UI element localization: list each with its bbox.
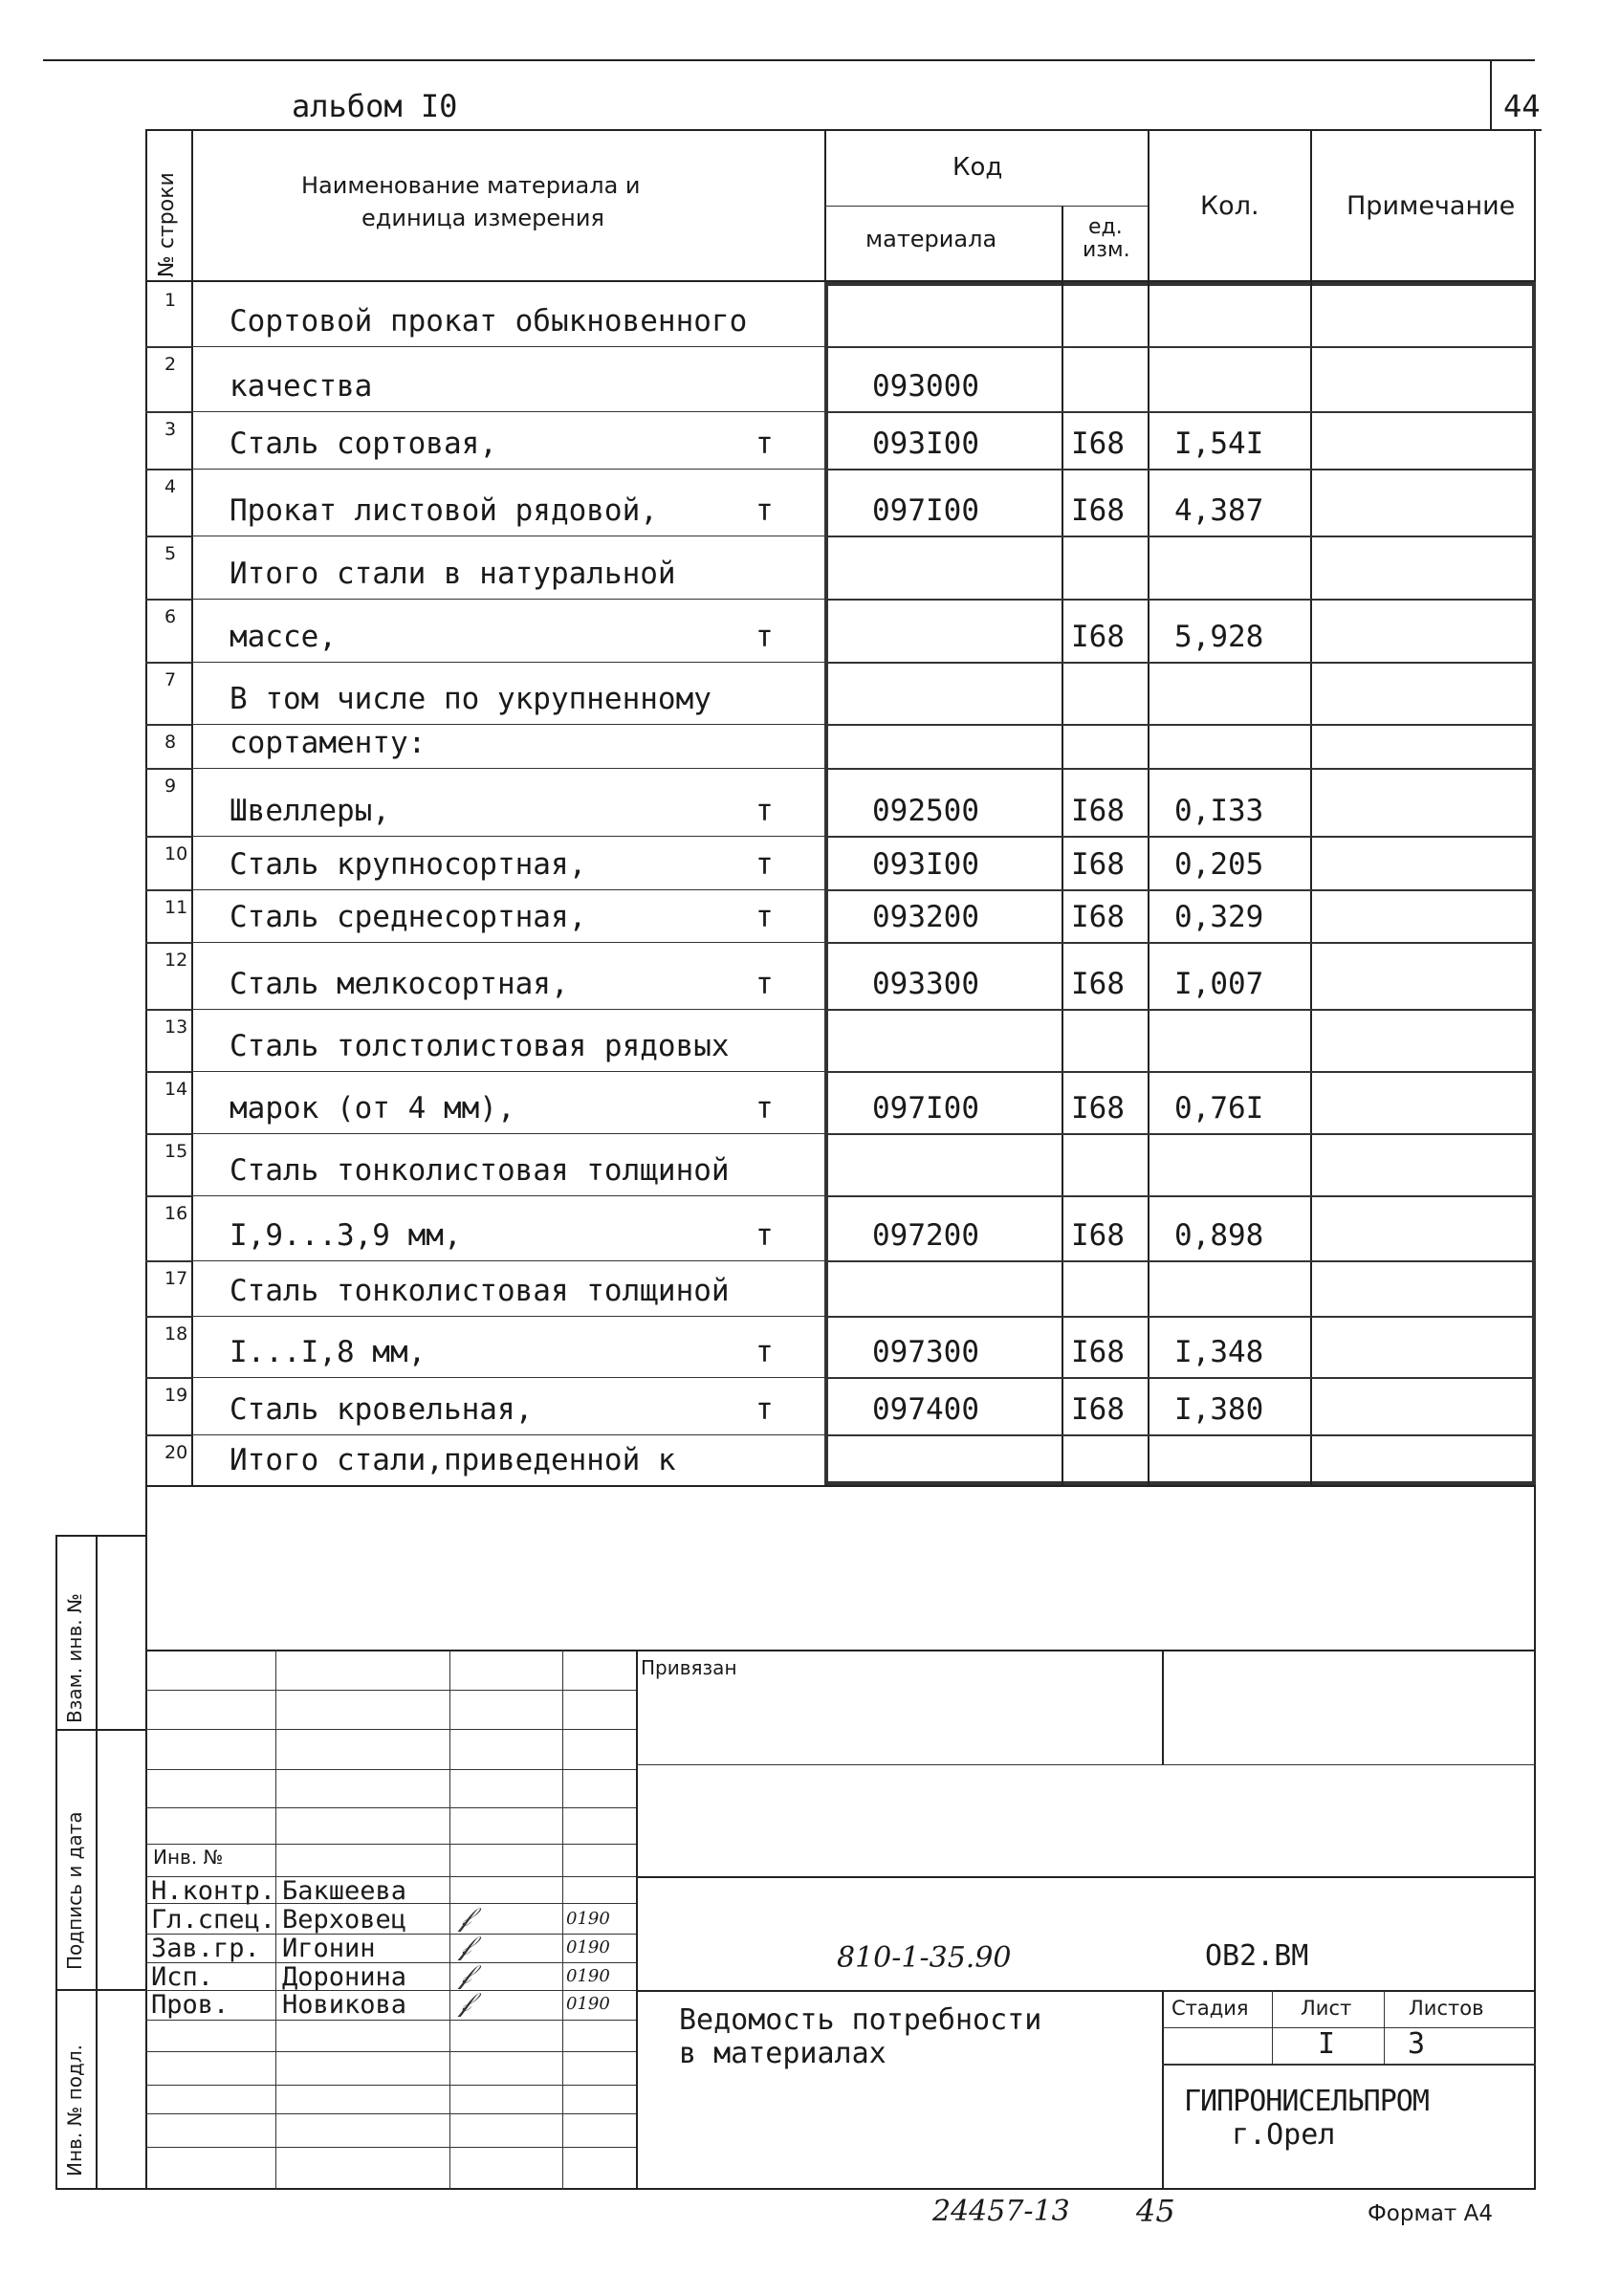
material-name: Швеллеры, <box>230 794 390 828</box>
tb-row-line <box>145 2113 636 2114</box>
unit-code: I68 <box>1071 967 1125 1001</box>
col-line-no <box>191 129 193 1487</box>
quantity: 0,205 <box>1174 847 1264 882</box>
tb-row-line <box>145 1729 636 1730</box>
unit: т <box>755 1091 774 1126</box>
row-divider-right <box>824 469 1536 470</box>
row-no-divider <box>145 1071 191 1073</box>
row-divider-left <box>191 1260 824 1261</box>
sign-date: 0190 <box>566 1909 610 1929</box>
row-number: 17 <box>164 1268 188 1289</box>
row-number: 20 <box>164 1442 188 1463</box>
privyazan-label: Привязан <box>641 1656 737 1679</box>
row-number: 12 <box>164 950 188 971</box>
sign-date: 0190 <box>566 1937 610 1957</box>
unit: т <box>755 794 774 828</box>
role-label: Н.контр. <box>151 1876 276 1906</box>
row-divider-left <box>191 1316 824 1317</box>
inv-label: Инв. № подл. <box>63 2045 86 2176</box>
row-no-divider <box>145 599 191 601</box>
material-code: 093I00 <box>872 847 979 882</box>
material-code: 092500 <box>872 794 979 828</box>
material-name: массе, <box>230 620 337 654</box>
row-divider-right <box>824 1195 1536 1197</box>
tb-col-role <box>275 1650 276 2190</box>
row-no-divider <box>145 1009 191 1011</box>
row-divider-left <box>191 942 824 943</box>
row-divider-right <box>824 942 1536 944</box>
row-divider-left <box>191 1195 824 1196</box>
row-divider-right <box>824 346 1536 348</box>
material-code: 097400 <box>872 1392 979 1427</box>
row-divider-left <box>191 1377 824 1378</box>
row-divider-left <box>191 836 824 837</box>
material-name: Итого стали в натуральной <box>230 557 676 591</box>
tb-row-line <box>145 1690 636 1691</box>
row-divider-left <box>191 1009 824 1010</box>
row-divider-left <box>191 1434 824 1435</box>
row-number: 18 <box>164 1323 188 1345</box>
row-no-divider <box>145 1434 191 1436</box>
tb-row-line <box>145 1844 636 1845</box>
material-name: Сталь кровельная, <box>230 1392 534 1427</box>
tb-stage-row <box>1162 2027 1536 2028</box>
quantity: I,380 <box>1174 1392 1264 1427</box>
signature-icon: 𝒻 <box>459 1901 471 1933</box>
row-number: 6 <box>164 606 177 627</box>
tb-col-sign <box>562 1650 563 2190</box>
row-divider-right <box>824 1071 1536 1073</box>
row-number: 16 <box>164 1203 188 1224</box>
tb-left-split <box>636 1650 638 2190</box>
archive-number: 24457-13 <box>932 2195 1070 2228</box>
row-no-divider <box>145 1377 191 1379</box>
unit: т <box>755 620 774 654</box>
person-name: Новикова <box>282 1990 407 2020</box>
unit-code: I68 <box>1071 1335 1125 1369</box>
row-no-divider <box>145 536 191 537</box>
row-no-divider <box>145 346 191 348</box>
row-number: 4 <box>164 476 177 497</box>
row-number: 1 <box>164 290 177 311</box>
tb-stage-left <box>1162 1990 1164 2190</box>
side-stamp-div-2 <box>55 1989 147 1991</box>
top-rule <box>43 59 1535 61</box>
unit-code: I68 <box>1071 1392 1125 1427</box>
material-name: сортаменту: <box>230 726 427 760</box>
archive-page: 45 <box>1136 2193 1175 2229</box>
role-label: Гл.спец. <box>151 1905 276 1935</box>
row-divider-left <box>191 346 824 347</box>
row-divider-right <box>824 1316 1536 1318</box>
tb-sheets-split <box>1384 1990 1385 2065</box>
quantity: I,54I <box>1174 426 1264 461</box>
row-divider-right <box>824 599 1536 601</box>
material-name: I,9...3,9 мм, <box>230 1218 462 1253</box>
vzam-label: Взам. инв. № <box>63 1593 86 1723</box>
material-name: Сталь мелкосортная, <box>230 967 569 1001</box>
row-divider-right <box>824 724 1536 726</box>
row-divider-left <box>191 768 824 769</box>
frame-left <box>145 129 147 2190</box>
page-number-divider <box>1490 59 1492 131</box>
person-name: Бакшеева <box>282 1876 407 1906</box>
row-number: 9 <box>164 776 177 797</box>
col-line-unit <box>1148 129 1149 282</box>
unit: т <box>755 900 774 934</box>
code-header: Код <box>952 153 1003 182</box>
grid-col-1 <box>1062 282 1063 1485</box>
quantity: 0,76I <box>1174 1091 1264 1126</box>
row-no-divider <box>145 411 191 413</box>
row-number: 11 <box>164 897 188 918</box>
qty-header: Кол. <box>1200 191 1259 221</box>
material-name: Сталь тонколистовая толщиной <box>230 1153 730 1188</box>
unit-code: I68 <box>1071 847 1125 882</box>
row-no-divider <box>145 1316 191 1318</box>
unit-code: I68 <box>1071 794 1125 828</box>
body-bottom <box>145 1485 1536 1487</box>
doc-title-2: в материалах <box>679 2037 887 2070</box>
unit-code: I68 <box>1071 900 1125 934</box>
material-code: 097300 <box>872 1335 979 1369</box>
unit: т <box>755 967 774 1001</box>
tb-row-line <box>145 2020 636 2021</box>
grid-col-2 <box>1148 282 1149 1485</box>
side-stamp-left <box>55 1535 57 2188</box>
quantity: 0,329 <box>1174 900 1264 934</box>
material-name: Сталь среднесортная, <box>230 900 587 934</box>
person-name: Игонин <box>282 1934 376 1963</box>
row-divider-left <box>191 469 824 470</box>
tb-stage-row-2 <box>1162 2064 1536 2066</box>
person-name: Доронина <box>282 1962 407 1992</box>
grid-col-3 <box>1310 282 1312 1485</box>
material-name: качества <box>230 369 373 404</box>
row-divider-right <box>824 411 1536 413</box>
row-no-header: № строки <box>155 172 179 277</box>
unit-code: I68 <box>1071 493 1125 528</box>
row-divider-right <box>824 889 1536 891</box>
col-line-qty <box>1310 129 1312 282</box>
sheet-label: Лист <box>1301 1997 1352 2020</box>
code-grid-box <box>824 282 1536 1485</box>
row-divider-left <box>191 889 824 890</box>
podpis-label: Подпись и дата <box>63 1811 86 1970</box>
material-code: 097I00 <box>872 1091 979 1126</box>
row-divider-left <box>191 1071 824 1072</box>
row-divider-right <box>824 536 1536 537</box>
row-no-divider <box>145 1195 191 1197</box>
side-stamp-top <box>55 1535 147 1537</box>
sheet-value: I <box>1318 2027 1336 2061</box>
material-code: 093200 <box>872 900 979 934</box>
row-no-divider <box>145 1133 191 1135</box>
row-divider-left <box>191 1133 824 1134</box>
unit: т <box>755 1335 774 1369</box>
row-no-divider <box>145 889 191 891</box>
quantity: 0,898 <box>1174 1218 1264 1253</box>
material-name: Сталь толстолистовая рядовых <box>230 1029 730 1063</box>
tb-top <box>145 1650 1536 1651</box>
unit: т <box>755 847 774 882</box>
row-divider-right <box>824 1377 1536 1379</box>
material-name: Сталь тонколистовая толщиной <box>230 1274 730 1308</box>
album-label: альбом I0 <box>292 88 458 124</box>
material-name: I...I,8 мм, <box>230 1335 427 1369</box>
row-divider-right <box>824 1434 1536 1436</box>
code-split <box>824 206 1148 207</box>
row-divider-right <box>824 1260 1536 1262</box>
row-number: 14 <box>164 1079 188 1100</box>
unit: т <box>755 1392 774 1427</box>
row-number: 3 <box>164 419 177 440</box>
unit: т <box>755 426 774 461</box>
row-no-divider <box>145 768 191 770</box>
role-label: Пров. <box>151 1990 230 2020</box>
material-name: Сталь крупносортная, <box>230 847 587 882</box>
name-header-1: Наименование материала и <box>301 172 641 199</box>
inv-no-label: Инв. № <box>153 1846 229 1869</box>
unit-code: I68 <box>1071 620 1125 654</box>
signature-icon: 𝒻 <box>459 1930 471 1961</box>
row-number: 19 <box>164 1385 188 1406</box>
unit-code: I68 <box>1071 1091 1125 1126</box>
material-name: Прокат листовой рядовой, <box>230 493 658 528</box>
material-code: 097200 <box>872 1218 979 1253</box>
row-number: 13 <box>164 1017 188 1038</box>
material-code: 093I00 <box>872 426 979 461</box>
quantity: I,007 <box>1174 967 1264 1001</box>
quantity: 4,387 <box>1174 493 1264 528</box>
tb-row-line <box>145 1769 636 1770</box>
row-divider-right <box>824 662 1536 664</box>
note-header: Примечание <box>1346 191 1516 221</box>
quantity: 5,928 <box>1174 620 1264 654</box>
unit: т <box>755 1218 774 1253</box>
row-number: 5 <box>164 543 177 564</box>
signature-icon: 𝒻 <box>459 1958 471 1990</box>
row-number: 15 <box>164 1141 188 1162</box>
row-no-divider <box>145 724 191 726</box>
row-divider-left <box>191 599 824 600</box>
signature-icon: 𝒻 <box>459 1986 471 2018</box>
role-label: Зав.гр. <box>151 1934 260 1963</box>
side-stamp-mid <box>96 1535 98 2188</box>
page-number: 44 <box>1503 88 1541 124</box>
side-stamp-bottom <box>55 2188 147 2190</box>
row-divider-right <box>824 768 1536 770</box>
unit: т <box>755 493 774 528</box>
material-name: Итого стали,приведенной к <box>230 1443 676 1477</box>
material-name: В том числе по укрупненному <box>230 682 711 716</box>
tb-privyazan-split <box>1162 1650 1164 1764</box>
org-name: ГИПРОНИСЕЛЬПРОМ <box>1184 2085 1429 2118</box>
row-number: 7 <box>164 669 177 690</box>
tb-sheet-split <box>1272 1990 1273 2065</box>
unit-code: I68 <box>1071 1218 1125 1253</box>
sign-date: 0190 <box>566 1994 610 2014</box>
doc-mark: ОВ2.ВМ <box>1205 1939 1309 1973</box>
material-name: Сортовой прокат обыкновенного <box>230 304 748 339</box>
tb-row-line <box>145 2051 636 2052</box>
name-header-2: единица измерения <box>361 205 604 231</box>
tb-row-line <box>145 1807 636 1808</box>
row-divider-left <box>191 411 824 412</box>
tb-col-name <box>449 1650 450 2190</box>
row-no-divider <box>145 942 191 944</box>
unit-code: I68 <box>1071 426 1125 461</box>
material-code: 097I00 <box>872 493 979 528</box>
tb-row-3 <box>636 1990 1536 1992</box>
tb-row-line <box>145 2147 636 2148</box>
frame-top <box>145 129 1542 131</box>
format-label: Формат А4 <box>1368 2201 1493 2226</box>
side-stamp-div-1 <box>55 1729 147 1731</box>
row-divider-left <box>191 724 824 725</box>
sheets-label: Листов <box>1409 1997 1484 2020</box>
material-code: 093000 <box>872 369 979 404</box>
quantity: I,348 <box>1174 1335 1264 1369</box>
material-name: марок (от 4 мм), <box>230 1091 515 1126</box>
row-no-divider <box>145 469 191 470</box>
tb-row-1 <box>636 1764 1536 1765</box>
row-no-divider <box>145 1260 191 1262</box>
tb-row-2 <box>636 1876 1536 1878</box>
org-city: г.Орел <box>1232 2118 1336 2152</box>
row-number: 2 <box>164 354 177 375</box>
quantity: 0,I33 <box>1174 794 1264 828</box>
doc-title-1: Ведомость потребности <box>679 2003 1042 2037</box>
role-label: Исп. <box>151 1962 214 1992</box>
row-divider-left <box>191 662 824 663</box>
row-divider-right <box>824 836 1536 838</box>
sign-date: 0190 <box>566 1966 610 1986</box>
row-number: 10 <box>164 843 188 864</box>
unit-header-2: изм. <box>1083 238 1130 262</box>
col-line-material <box>1062 206 1063 282</box>
row-divider-right <box>824 1133 1536 1135</box>
unit-header-1: ед. <box>1088 215 1123 239</box>
row-no-divider <box>145 662 191 664</box>
row-number: 8 <box>164 732 177 753</box>
row-no-divider <box>145 836 191 838</box>
material-header: материала <box>865 226 997 252</box>
person-name: Верховец <box>282 1905 407 1935</box>
material-name: Сталь сортовая, <box>230 426 497 461</box>
material-code: 093300 <box>872 967 979 1001</box>
doc-code: 810-1-35.90 <box>837 1941 1012 1975</box>
tb-row-line <box>145 2085 636 2086</box>
row-divider-right <box>824 1009 1536 1011</box>
frame-bottom <box>145 2188 1536 2190</box>
stage-label: Стадия <box>1171 1997 1249 2020</box>
sheets-value: 3 <box>1408 2027 1426 2061</box>
